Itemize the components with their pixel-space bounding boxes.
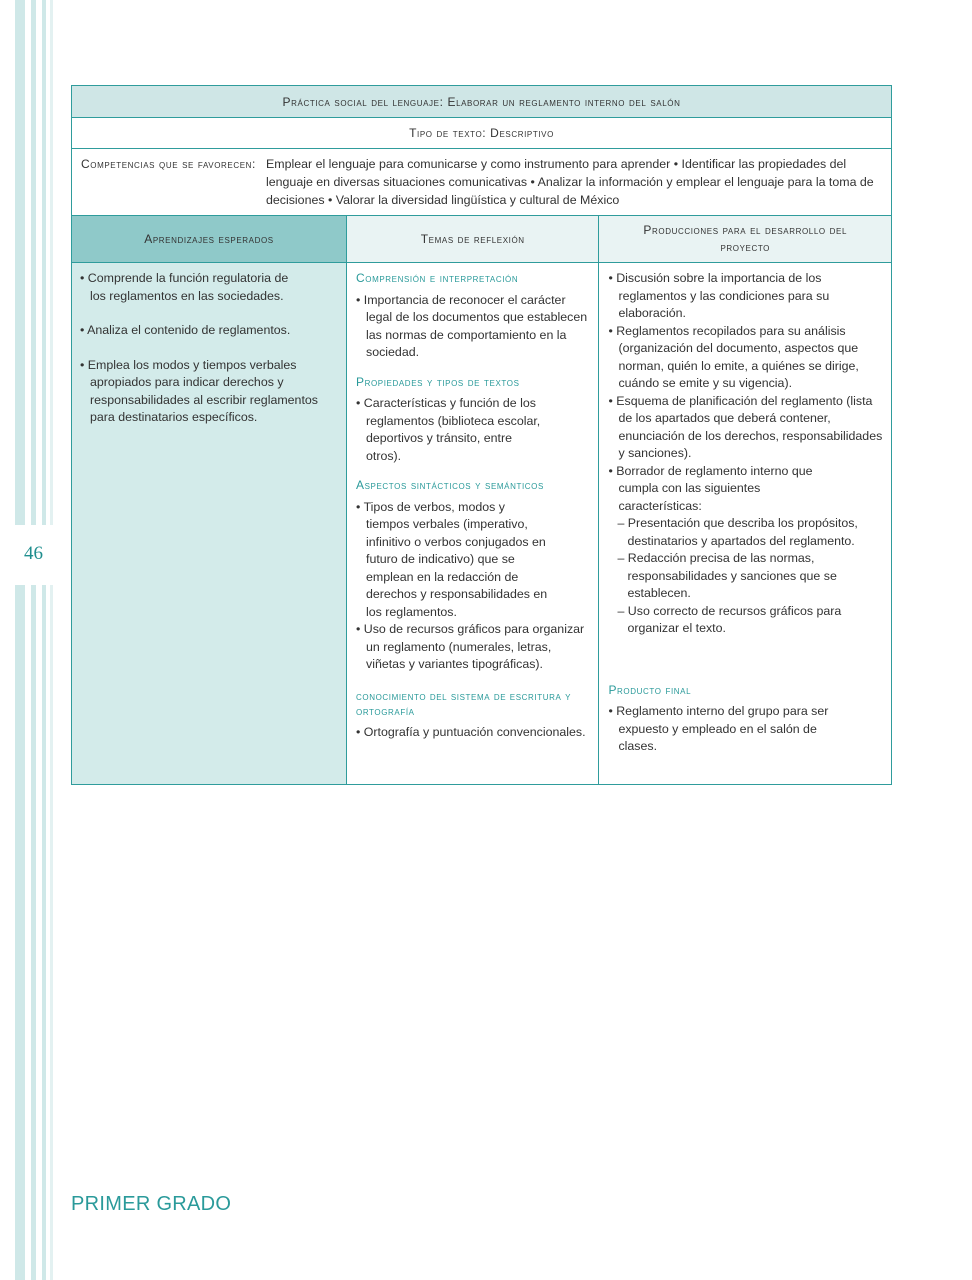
sub-item: – Redacción precisa de las normas, responsabilidades y sanciones que se establecen. <box>608 550 883 603</box>
footer-grade: PRIMER GRADO <box>71 1193 232 1215</box>
decorative-stripe <box>42 585 46 1280</box>
list-item: • Ortografía y puntuación convencionales. <box>356 724 590 742</box>
producciones-cell <box>599 263 892 785</box>
sub-item: – Uso correcto de recursos gráficos para organizar el texto. <box>608 603 883 638</box>
list-item: • Analiza el contenido de reglamentos. <box>80 322 338 340</box>
program-table <box>71 85 892 785</box>
section-title: Producto final <box>608 682 692 697</box>
section-title: Aspectos sintácticos y semánticos <box>356 478 544 492</box>
col-header-temas: Temas de reflexión <box>347 216 599 263</box>
practica-header: Práctica social del lenguaje: Elaborar un reglamento interno del salón <box>72 86 892 118</box>
page-number: 46 <box>24 543 43 564</box>
decorative-stripe <box>15 0 25 525</box>
decorative-stripe <box>50 585 53 1280</box>
list-item: • Discusión sobre la importancia de los reglamentos y las condiciones para su elaboración. <box>608 270 883 323</box>
list-item: • Características y función de los reglamentos (biblioteca escolar, deportivos y tránsito, entre otros). <box>356 395 590 465</box>
list-item: • Importancia de reconocer el carácter legal de los documentos que establecen las normas de comportamiento en la sociedad. <box>356 292 590 362</box>
tipo-texto-header: Tipo de texto: Descriptivo <box>72 118 892 149</box>
competencias-row <box>72 149 892 216</box>
sub-item: – Presentación que describa los propósitos, destinatarios y apartados del reglamento. <box>608 515 883 550</box>
list-item: • Comprende la función regulatoria de los reglamentos en las sociedades. <box>80 270 338 305</box>
col-header-producciones-text: Producciones para el desarrollo del proyecto <box>643 223 847 254</box>
section-title: Comprensión e interpretación <box>356 271 519 285</box>
competencias-text: Emplear el lenguaje para comunicarse y como instrumento para aprender • Identificar las propiedades del lenguaje en diversas situaciones comunicativas • Analizar la información y emplear el lenguaje para la toma de decisiones • Valorar la diversidad lingüística y cultural de México <box>266 157 874 207</box>
decorative-stripe <box>42 0 46 525</box>
competencias-label: Competencias que se favorecen: <box>81 157 256 171</box>
col-header-aprendizajes: Aprendizajes esperados <box>72 216 347 263</box>
list-item: • Borrador de reglamento interno que cumpla con las siguientes características: <box>608 463 883 516</box>
col-header-producciones <box>599 216 892 263</box>
section-title: Propiedades y tipos de textos <box>356 374 520 389</box>
temas-cell <box>347 263 599 785</box>
list-item: • Tipos de verbos, modos y tiempos verbales (imperativo, infinitivo o verbos conjugados en futuro de indicativo) que se emplean en la redacción de derechos y responsabilidades en los reglamentos. <box>356 499 590 622</box>
section-title: conocimiento del sistema de escritura y ortografía <box>356 690 572 718</box>
list-item: • Emplea los modos y tiempos verbales apropiados para indicar derechos y responsabilidades al escribir reglamentos para destinatarios específicos. <box>80 357 338 427</box>
list-item: • Esquema de planificación del reglamento (lista de los apartados que deberá contener, enunciación de los derechos, responsabilidades y sanciones). <box>608 393 883 463</box>
decorative-stripe <box>50 0 53 525</box>
aprendizajes-cell <box>72 263 347 785</box>
decorative-stripe <box>31 585 36 1280</box>
list-item: • Reglamento interno del grupo para ser expuesto y empleado en el salón de clases. <box>608 703 883 756</box>
list-item: • Reglamentos recopilados para su análisis (organización del documento, aspectos que norman, quién lo emite, a quiénes se dirige, cuándo se emite y su vigencia). <box>608 323 883 393</box>
list-item: • Uso de recursos gráficos para organizar un reglamento (numerales, letras, viñetas y variantes tipográficas). <box>356 621 590 674</box>
decorative-stripe <box>31 0 36 525</box>
decorative-stripe <box>15 585 25 1280</box>
